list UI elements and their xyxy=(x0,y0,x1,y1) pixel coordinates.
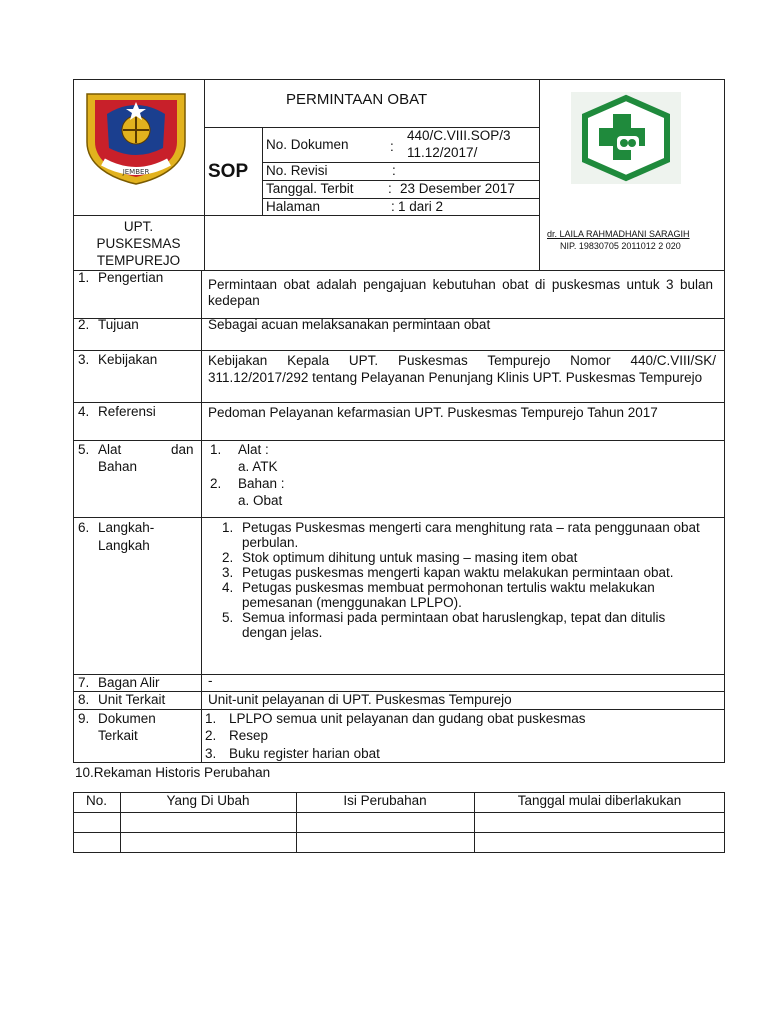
history-header-no: No. xyxy=(85,793,107,808)
step-item: 3. Petugas puskesmas mengerti kapan waktu melakukan permintaan obat. xyxy=(222,565,674,580)
institution-line-2: PUSKESMAS xyxy=(96,236,181,251)
section-7-text: - xyxy=(208,673,213,688)
tool-item-2-sub: a. Obat xyxy=(238,493,283,508)
row-rule-2 xyxy=(73,350,725,351)
step-item: 1. Petugas Puskesmas mengerti cara menghitung rata – rata penggunaan obat perbulan. xyxy=(222,520,700,550)
section-8-label: 8. Unit Terkait xyxy=(78,692,166,707)
section-2-label: 2. Tujuan xyxy=(78,317,139,332)
history-row-rule-2 xyxy=(73,832,725,833)
header-info-rule xyxy=(73,215,539,216)
header-divider-left xyxy=(204,79,205,271)
puskesmas-logo xyxy=(571,92,681,184)
page-count-value: 1 dari 2 xyxy=(398,199,444,214)
institution-line-1: UPT. xyxy=(123,219,154,234)
row-rule-3 xyxy=(73,402,725,403)
section-1-text: Permintaan obat adalah pengajuan kebutuhan obat di puskesmas untuk 3 bulan kedepan xyxy=(208,277,713,308)
history-header-date: Tanggal mulai diberlakukan xyxy=(517,793,682,808)
history-row-rule-1 xyxy=(73,812,725,813)
section-6-label-b: Langkah xyxy=(98,538,150,553)
sop-divider xyxy=(262,127,263,215)
header-divider-right xyxy=(539,79,540,271)
institution-name xyxy=(73,218,204,269)
page-title: PERMINTAAN OBAT xyxy=(286,91,428,108)
signer-nip: NIP. 19830705 2011012 2 020 xyxy=(560,241,681,251)
signer-name: dr. LAILA RAHMADHANI SARAGIH xyxy=(547,229,690,239)
related-doc-3: 3. Buku register harian obat xyxy=(205,746,380,761)
jember-emblem-logo xyxy=(83,90,189,186)
step-item: 2. Stok optimum dihitung untuk masing – masing item obat xyxy=(222,550,578,565)
section-9-label-a: 9. Dokumen xyxy=(78,711,156,726)
institution-line-3: TEMPUREJO xyxy=(96,253,181,268)
section-3-label: 3. Kebijakan xyxy=(78,352,158,367)
section-2-text: Sebagai acuan melaksanakan permintaan obat xyxy=(208,317,491,332)
issue-date-value: 23 Desember 2017 xyxy=(400,181,515,196)
doc-number-value-2: 11.12/2017/ xyxy=(407,145,478,160)
revision-sep: : xyxy=(392,163,396,178)
issue-date-label: Tanggal. Terbit xyxy=(266,181,354,196)
step-item: 5. Semua informasi pada permintaan obat haruslengkap, tepat dan ditulis dengan jelas. xyxy=(222,610,666,640)
section-7-label: 7. Bagan Alir xyxy=(78,675,160,690)
section-10-heading: 10.Rekaman Historis Perubahan xyxy=(75,765,271,780)
row-rule-5 xyxy=(73,517,725,518)
row-rule-8 xyxy=(73,709,725,710)
sop-label: SOP xyxy=(208,161,249,182)
section-4-text: Pedoman Pelayanan kefarmasian UPT. Puskesmas Tempurejo Tahun 2017 xyxy=(208,405,658,420)
tool-item-2: 2. Bahan : xyxy=(210,476,285,491)
section-1-label: 1. Pengertian xyxy=(78,270,164,285)
revision-label: No. Revisi xyxy=(266,163,328,178)
related-doc-1: 1. LPLPO semua unit pelayanan dan gudang obat puskesmas xyxy=(205,711,586,726)
row-rule-6 xyxy=(73,674,725,675)
page-count-label: Halaman xyxy=(266,199,321,214)
tool-item-1: 1. Alat : xyxy=(210,442,269,457)
history-header-changed: Yang Di Ubah xyxy=(166,793,250,808)
row-rule-4 xyxy=(73,440,725,441)
doc-number-label: No. Dokumen xyxy=(266,137,349,152)
section-3-text: Kebijakan Kepala UPT. Puskesmas Tempurejo Nomor 440/C.VIII/SK/ 311.12/2017/292 tentang Pelayanan Penunjang Klinis UPT. Puskesmas Tempurejo xyxy=(208,353,716,385)
section-5-label-b: dan xyxy=(171,442,194,457)
doc-number-value-1: 440/C.VIII.SOP/3 xyxy=(407,128,511,143)
issue-date-sep: : xyxy=(388,181,392,196)
section-8-text: Unit-unit pelayanan di UPT. Puskesmas Tempurejo xyxy=(208,692,512,707)
history-header-content: Isi Perubahan xyxy=(343,793,427,808)
step-item: 4. Petugas puskesmas membuat permohonan tertulis waktu melakukan pemesanan (menggunakan LPLPO). xyxy=(222,580,655,610)
section-6-label-a: 6. Langkah- xyxy=(78,520,155,535)
section-5-label-c: Bahan xyxy=(98,459,138,474)
doc-number-sep: : xyxy=(390,139,394,154)
section-5-label-a: 5. Alat xyxy=(78,442,122,457)
section-9-label-b: Terkait xyxy=(98,728,138,743)
page-count-sep: : xyxy=(391,199,395,214)
emblem-banner-text: JEMBER xyxy=(122,168,150,176)
related-doc-2: 2. Resep xyxy=(205,728,269,743)
section-4-label: 4. Referensi xyxy=(78,404,156,419)
tool-item-1-sub: a. ATK xyxy=(238,459,278,474)
steps-list xyxy=(222,520,700,640)
